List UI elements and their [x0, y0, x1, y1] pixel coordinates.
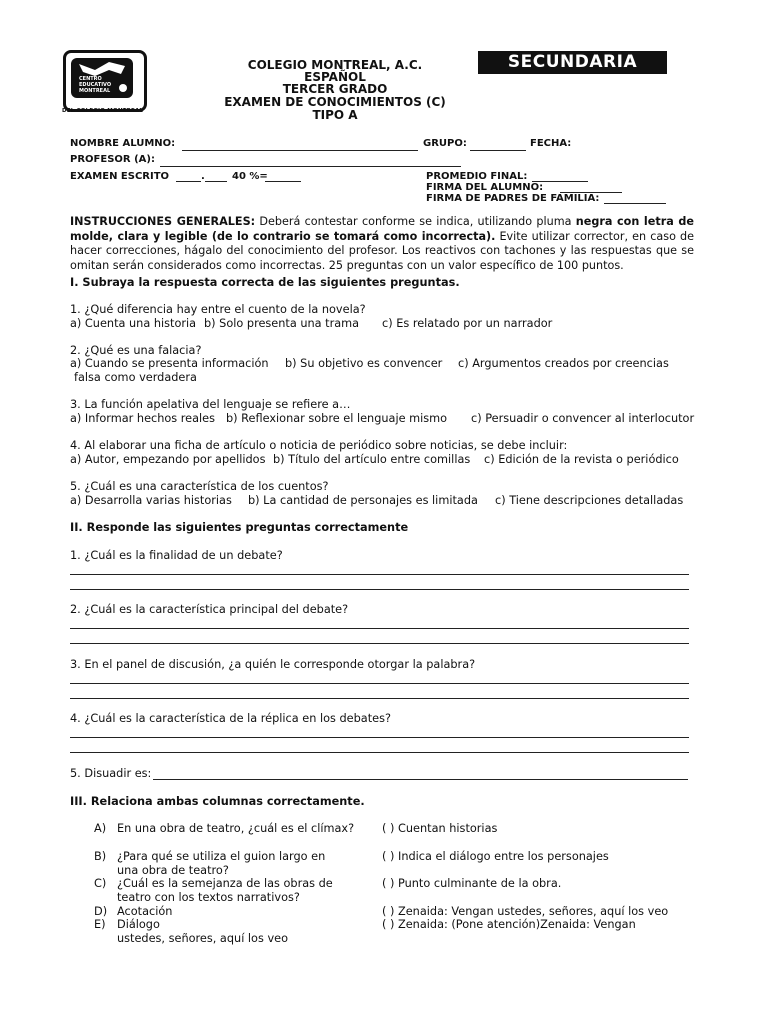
- level-badge: SECUNDARIA: [478, 51, 667, 74]
- exam-type: TIPO A: [312, 108, 358, 122]
- match-left-item-e-cont: ustedes, señores, aquí los veo: [117, 932, 288, 945]
- teacher-label: PROFESOR (A):: [70, 154, 155, 165]
- school-name: COLEGIO MONTREAL, A.C.: [247, 58, 423, 72]
- match-left-item-b-cont: una obra de teatro?: [117, 864, 229, 877]
- s1-q4-option-c[interactable]: c) Edición de la revista o periódico: [484, 453, 679, 466]
- written-exam-line-3[interactable]: [265, 181, 301, 182]
- s1-question-3: 3. La función apelativa del lenguaje se refiere a…: [70, 398, 351, 411]
- group-line[interactable]: [470, 150, 526, 151]
- s2-q4-answer-line-1[interactable]: [70, 737, 689, 738]
- s2-q3-answer-line-2[interactable]: [70, 698, 689, 699]
- section-2-title: II. Responde las siguientes preguntas correctamente: [70, 521, 409, 534]
- teacher-line[interactable]: [160, 166, 461, 167]
- section-1-title: I. Subraya la respuesta correcta de las siguientes preguntas.: [70, 276, 460, 289]
- s1-q2-option-b[interactable]: b) Su objetivo es convencer: [285, 357, 443, 370]
- match-right-item-1[interactable]: ( ) Cuentan historias: [382, 822, 498, 835]
- match-left-item-a: En una obra de teatro, ¿cuál es el clímax?: [117, 822, 355, 835]
- student-name-line[interactable]: [182, 150, 418, 151]
- subject: ESPAÑOL: [304, 70, 366, 84]
- s2-question-2: 2. ¿Cuál es la característica principal del debate?: [70, 603, 349, 616]
- written-exam-line-1[interactable]: [176, 181, 201, 182]
- general-instructions: INSTRUCCIONES GENERALES: Deberá contestar conforme se indica, utilizando pluma negra con letra de molde, clara y legible (de lo contrario se tomará como incorrecta). Evite utilizar corrector, en caso de hacer correcciones, hágalo del conocimiento del profesor. Los reactivos con tachones y las respuestas que se omitan serán considerados como incorrectas. 25 preguntas con un valor específico de 100 puntos.: [70, 215, 695, 272]
- s2-q4-answer-line-2[interactable]: [70, 752, 689, 753]
- match-left-item-c-cont: teatro con los textos narrativos?: [117, 891, 300, 904]
- section-3-title: III. Relaciona ambas columnas correctamente.: [70, 795, 365, 808]
- match-right-item-4[interactable]: ( ) Zenaida: Vengan ustedes, señores, aquí los veo: [382, 905, 669, 918]
- logo-emblem: [71, 58, 133, 98]
- logo-caption: DEL COLEGIO MONTREAL: [62, 108, 144, 114]
- s1-q2-option-c[interactable]: c) Argumentos creados por creencias: [458, 357, 669, 370]
- match-left-letter-a: A): [94, 822, 107, 835]
- s2-q2-answer-line-2[interactable]: [70, 643, 689, 644]
- s1-question-2: 2. ¿Qué es una falacia?: [70, 344, 202, 357]
- date-label: FECHA:: [530, 138, 572, 149]
- s1-q5-option-a[interactable]: a) Desarrolla varias historias: [70, 494, 232, 507]
- parent-signature-label: FIRMA DE PADRES DE FAMILIA:: [426, 193, 600, 204]
- match-right-item-3[interactable]: ( ) Punto culminante de la obra.: [382, 877, 562, 890]
- grade: TERCER GRADO: [282, 82, 388, 96]
- s1-q1-option-b[interactable]: b) Solo presenta una trama: [204, 317, 360, 330]
- s1-question-5: 5. ¿Cuál es una característica de los cuentos?: [70, 480, 329, 493]
- instructions-label: INSTRUCCIONES GENERALES:: [70, 215, 256, 228]
- s2-q3-answer-line-1[interactable]: [70, 683, 689, 684]
- s1-q2-option-a[interactable]: a) Cuando se presenta información: [70, 357, 269, 370]
- s2-question-4: 4. ¿Cuál es la característica de la réplica en los debates?: [70, 712, 391, 725]
- final-average-label: PROMEDIO FINAL:: [426, 171, 528, 182]
- s1-q4-option-a[interactable]: a) Autor, empezando por apellidos: [70, 453, 266, 466]
- group-label: GRUPO:: [423, 138, 467, 149]
- s2-question-3: 3. En el panel de discusión, ¿a quién le corresponde otorgar la palabra?: [70, 658, 476, 671]
- exam-title: EXAMEN DE CONOCIMIENTOS (C): [224, 95, 446, 109]
- written-exam-line-2[interactable]: [205, 181, 227, 182]
- s1-q1-option-a[interactable]: a) Cuenta una historia: [70, 317, 197, 330]
- match-right-item-2[interactable]: ( ) Indica el diálogo entre los personajes: [382, 850, 609, 863]
- s1-question-1: 1. ¿Qué diferencia hay entre el cuento de la novela?: [70, 303, 366, 316]
- match-left-letter-e: E): [94, 918, 106, 931]
- match-left-item-c: ¿Cuál es la semejanza de las obras de: [117, 877, 333, 890]
- s1-q1-option-c[interactable]: c) Es relatado por un narrador: [382, 317, 553, 330]
- match-left-letter-d: D): [94, 905, 108, 918]
- student-name-label: NOMBRE ALUMNO:: [70, 138, 176, 149]
- s2-question-1: 1. ¿Cuál es la finalidad de un debate?: [70, 549, 283, 562]
- written-exam-percent: 40 %=: [232, 171, 268, 182]
- s2-q5-answer-line[interactable]: [153, 779, 688, 780]
- s2-q2-answer-line-1[interactable]: [70, 628, 689, 629]
- s2-q1-answer-line-1[interactable]: [70, 574, 689, 575]
- written-exam-label: EXAMEN ESCRITO: [70, 171, 170, 182]
- match-left-item-d: Acotación: [117, 905, 173, 918]
- match-left-letter-c: C): [94, 877, 107, 890]
- s2-question-5: 5. Disuadir es:: [70, 767, 152, 780]
- s1-question-4: 4. Al elaborar una ficha de artículo o noticia de periódico sobre noticias, se debe incluir:: [70, 439, 568, 452]
- match-left-item-e: Diálogo: [117, 918, 160, 931]
- s1-q3-option-a[interactable]: a) Informar hechos reales: [70, 412, 216, 425]
- s1-q5-option-c[interactable]: c) Tiene descripciones detalladas: [495, 494, 684, 507]
- s1-q3-option-c[interactable]: c) Persuadir o convencer al interlocutor: [471, 412, 695, 425]
- match-left-item-b: ¿Para qué se utiliza el guion largo en: [117, 850, 326, 863]
- s2-q1-answer-line-2[interactable]: [70, 589, 689, 590]
- school-logo: [63, 50, 147, 112]
- match-left-letter-b: B): [94, 850, 107, 863]
- s1-q4-option-b[interactable]: b) Título del artículo entre comillas: [273, 453, 471, 466]
- match-right-item-5[interactable]: ( ) Zenaida: (Pone atención)Zenaida: Vengan: [382, 918, 636, 931]
- s1-q3-option-b[interactable]: b) Reflexionar sobre el lenguaje mismo: [226, 412, 448, 425]
- logo-text: CENTRO EDUCATIVO MONTREAL: [79, 76, 112, 94]
- s1-q5-option-b[interactable]: b) La cantidad de personajes es limitada: [248, 494, 478, 507]
- s1-q2-option-c-cont: falsa como verdadera: [74, 371, 197, 384]
- student-signature-label: FIRMA DEL ALUMNO:: [426, 182, 544, 193]
- parent-signature-line[interactable]: [604, 203, 666, 204]
